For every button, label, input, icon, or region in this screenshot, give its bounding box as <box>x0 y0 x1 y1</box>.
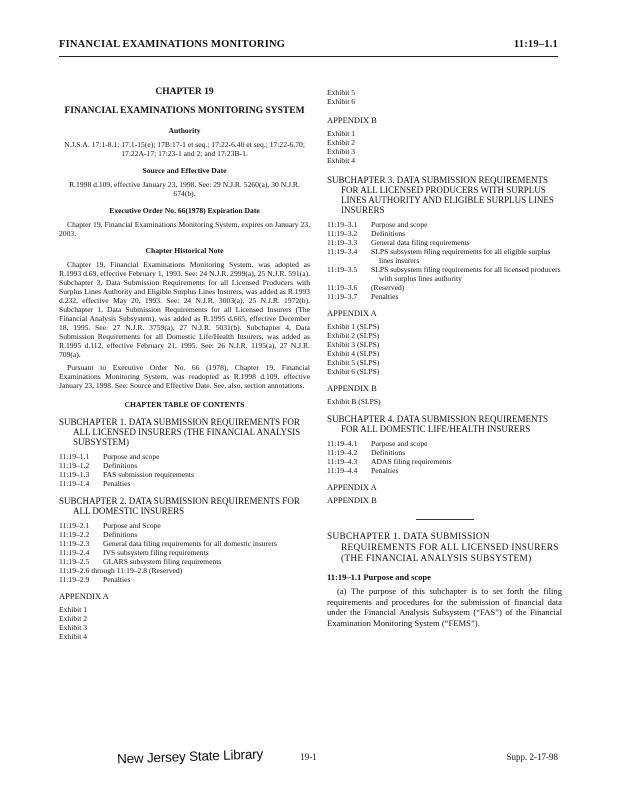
toc-item: 11:19–4.3 ADAS filing requirements <box>327 457 452 466</box>
header-rule <box>59 56 558 57</box>
source-text: R.1998 d.109, effective January 23, 1998. See: 29 N.J.R. 5260(a), 30 N.J.R. 674(b). <box>69 180 300 198</box>
toc-subchapter-3-list <box>327 220 562 301</box>
exhibit-item: Exhibit 6 <box>327 97 356 106</box>
authority-text: N.J.S.A. 17:1-8.1; 17:1-15(e); 17B:17-1 et seq.; 17:22-6.40 et seq.; 17:22-6.70; 17:22A-17; 17:23-1 and 2; and 17:23B-1. <box>64 140 305 158</box>
toc-item: 11:19–3.4 SLPS subsystem filing requirements for all eligible surplus lines insurers <box>327 247 551 265</box>
left-column <box>59 88 310 641</box>
toc-subchapter-3: SUBCHAPTER 3. DATA SUBMISSION REQUIREMENTS FOR ALL LICENSED PRODUCERS WITH SURPLUS LINES AUTHORITY AND ELIGIBLE SURPLUS LINES INSURERS <box>327 175 554 215</box>
toc-item: 11:19–3.3 General data filing requirements <box>327 238 470 247</box>
executive-order-text: Chapter 19, Financial Examinations Monitoring System, expires on January 23, 2003. <box>59 220 310 238</box>
exhibit-item: Exhibit 6 (SLPS) <box>327 367 380 376</box>
toc-item: 11:19–3.2 Definitions <box>327 229 406 238</box>
toc-item: 11:19–2.3 General data filing requirements for all domestic insurers <box>59 539 277 548</box>
toc-subchapter-2: SUBCHAPTER 2. DATA SUBMISSION REQUIREMENTS FOR ALL DOMESTIC INSURERS <box>59 496 300 516</box>
toc-item: 11:19–2.6 through 11:19–2.8 (Reserved) <box>59 566 183 575</box>
supplement-date: Supp. 2-17-98 <box>506 752 558 762</box>
appendix-a-heading: APPENDIX A <box>327 482 377 492</box>
exhibit-item: Exhibit 1 <box>327 129 356 138</box>
section-heading: 11:19–1.1 Purpose and scope <box>327 572 431 582</box>
toc-item: 11:19–1.2 Definitions <box>59 461 138 470</box>
historical-note-text: Chapter 19, Financial Examinations Monitoring System, was adopted as R.1993 d.69, effective February 1, 1993. See: 24 N.J.R. 2999(a), 25 N.J.R. 591(a). Subchapter 3, Data Submission Requirements for all Licensed Producers with Surplus Lines Authority and Eligible Surplus Lines Insurers, was added as R.1993 d.232, effective May 20, 1993. See: 24 N.J.R. 3003(a), 25 N.J.R. 1972(b). Subchapter 1, Data Submission Requirements for all Licensed Insurers (The Financial Analysis Subsystem), was added as R.1995 d.665, effective December 18, 1995. See: 27 N.J.R. 3759(a), 27 N.J.R. 5031(b). Subchapter 4, Data Submission Requirements for all Domestic Life/Health Insurers, was added as R.1995 d.112, effective February 21, 1995. See: 26 N.J.R. 1195(a), 27 N.J.R. 709(a). <box>59 260 310 359</box>
toc-subchapter-1-list <box>59 452 310 488</box>
authority-heading: Authority <box>168 126 201 135</box>
toc-heading: CHAPTER TABLE OF CONTENTS <box>124 400 245 409</box>
historical-note-heading: Chapter Historical Note <box>145 246 224 255</box>
appendix-b-heading: APPENDIX B <box>327 383 377 393</box>
toc-subchapter-4: SUBCHAPTER 4. DATA SUBMISSION REQUIREMENTS FOR ALL DOMESTIC LIFE/HEALTH INSURERS <box>327 414 549 434</box>
toc-item: 11:19–2.2 Definitions <box>59 530 138 539</box>
page-footer <box>59 746 558 772</box>
section-divider <box>416 519 474 520</box>
exhibit-item: Exhibit 3 <box>327 147 356 156</box>
right-column <box>327 88 562 628</box>
exhibit-item: Exhibit 5 (SLPS) <box>327 358 380 367</box>
historical-note-text-2: Pursuant to Executive Order No. 66 (1978), Chapter 19, Financial Examinations Monitoring System, was readopted as R.1998 d.109, effective January 23, 1998. See: Source and Effective Date. See, also, section annotations. <box>59 363 310 390</box>
toc-item: 11:19–1.3 FAS submission requirements <box>59 470 194 479</box>
appendix-b-heading: APPENDIX B <box>327 495 377 505</box>
toc-item: 11:19–3.7 Penalties <box>327 292 399 301</box>
toc-item: 11:19–3.1 Purpose and scope <box>327 220 428 229</box>
page-number: 19-1 <box>300 752 317 762</box>
toc-item: 11:19–3.6 (Reserved) <box>327 283 405 292</box>
exhibit-item: Exhibit 4 <box>59 632 88 641</box>
toc-item: 11:19–2.4 IVS subsystem filing requirements <box>59 548 209 557</box>
exhibit-item: Exhibit B (SLPS) <box>327 397 381 406</box>
executive-order-heading: Executive Order No. 66(1978) Expiration Date <box>109 206 260 215</box>
toc-item: 11:19–4.4 Penalties <box>327 466 399 475</box>
toc-subchapter-2-list <box>59 521 310 584</box>
toc-item: 11:19–4.2 Definitions <box>327 448 406 457</box>
exhibit-item: Exhibit 4 <box>327 156 356 165</box>
toc-item: 11:19–3.5 SLPS subsystem filing requirements for all licensed producers with surplus lines authority <box>327 265 561 283</box>
exhibit-item: Exhibit 2 <box>59 614 88 623</box>
appendix-b-heading: APPENDIX B <box>327 115 377 125</box>
chapter-title: FINANCIAL EXAMINATIONS MONITORING SYSTEM <box>64 106 305 116</box>
source-heading: Source and Effective Date <box>142 166 227 175</box>
toc-item: 11:19–2.1 Purpose and Scope <box>59 521 161 530</box>
subchapter-1-heading: SUBCHAPTER 1. DATA SUBMISSION REQUIREMENTS FOR ALL LICENSED INSURERS (THE FINANCIAL ANALYSIS SUBSYSTEM) <box>327 532 559 564</box>
toc-item: 11:19–4.1 Purpose and scope <box>327 439 428 448</box>
exhibit-item: Exhibit 2 <box>327 138 356 147</box>
library-stamp: New Jersey State Library <box>116 746 264 767</box>
running-header <box>59 39 558 55</box>
appendix-a-heading: APPENDIX A <box>59 591 109 601</box>
exhibit-item: Exhibit 1 <box>59 605 88 614</box>
toc-item: 11:19–1.4 Penalties <box>59 479 131 488</box>
exhibit-item: Exhibit 3 (SLPS) <box>327 340 380 349</box>
section-body-text: (a) The purpose of this subchapter is to set forth the filing requirements and procedures for the submission of financial data under the Financial Analysis Subsystem (“FAS”) of the Financial Examination Monitoring System (“FEMS”). <box>327 586 562 628</box>
chapter-number: CHAPTER 19 <box>155 87 214 97</box>
header-section-number: 11:19–1.1 <box>513 39 558 50</box>
header-title: FINANCIAL EXAMINATIONS MONITORING <box>59 39 286 50</box>
toc-item: 11:19–2.5 GLARS subsystem filing requirements <box>59 557 222 566</box>
exhibit-item: Exhibit 5 <box>327 88 356 97</box>
toc-subchapter-1: SUBCHAPTER 1. DATA SUBMISSION REQUIREMENTS FOR ALL LICENSED INSURERS (THE FINANCIAL ANALYSIS SUBSYSTEM) <box>59 417 301 447</box>
exhibit-item: Exhibit 2 (SLPS) <box>327 331 380 340</box>
exhibit-item: Exhibit 1 (SLPS) <box>327 322 380 331</box>
exhibit-item: Exhibit 4 (SLPS) <box>327 349 380 358</box>
toc-item: 11:19–2.9 Penalties <box>59 575 131 584</box>
toc-subchapter-4-list <box>327 439 562 475</box>
exhibit-item: Exhibit 3 <box>59 623 88 632</box>
appendix-a-heading: APPENDIX A <box>327 308 377 318</box>
toc-item: 11:19–1.1 Purpose and scope <box>59 452 160 461</box>
